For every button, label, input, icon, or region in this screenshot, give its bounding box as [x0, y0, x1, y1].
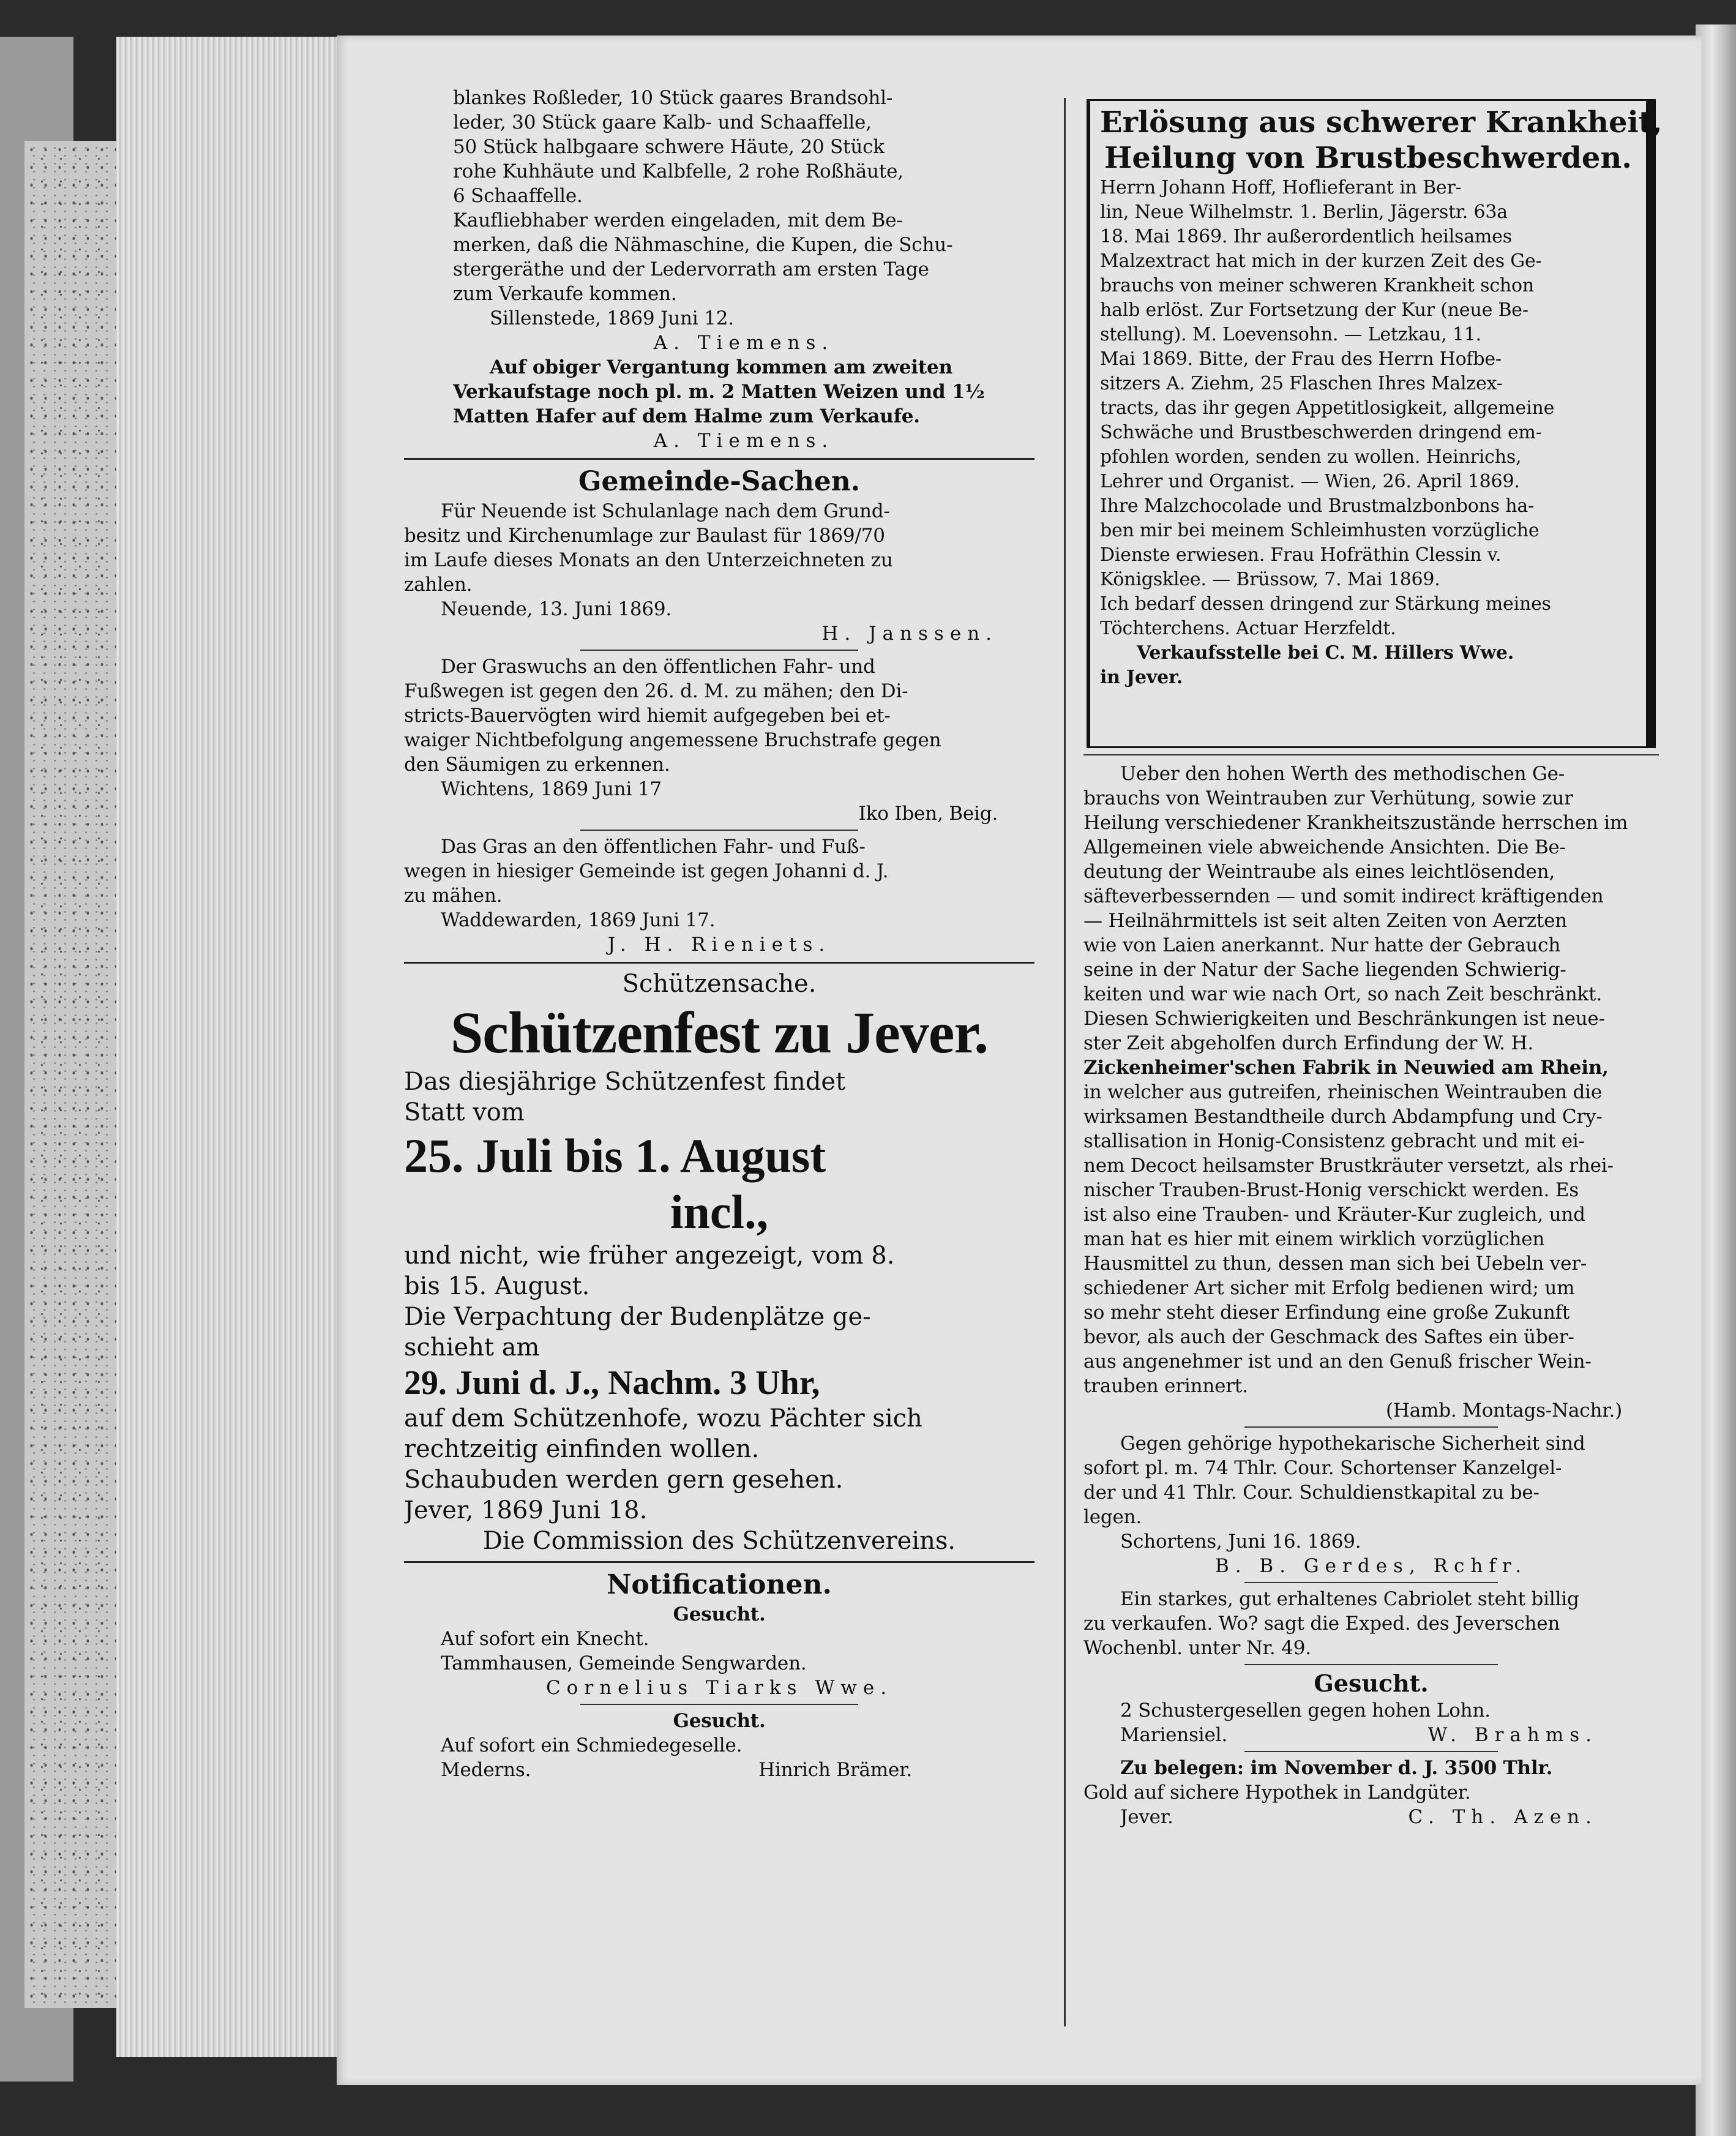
- schuetzen-line: Die Verpachtung der Budenplätze ge-: [404, 1303, 871, 1331]
- wein-line: nischer Trauben-Brust-Honig verschickt werden. Es: [1083, 1179, 1579, 1201]
- auction-line: merken, daß die Nähmaschine, die Kupen, die Schu-: [453, 234, 953, 256]
- graswuchs-line: Fußwegen ist gegen den 26. d. M. zu mähen; den Di-: [404, 680, 908, 702]
- schuetzen-line: rechtzeitig einfinden wollen.: [404, 1435, 760, 1463]
- marbled-endpaper: [24, 141, 132, 2008]
- notice-divider: [1244, 1664, 1498, 1665]
- schuster-line: 2 Schustergesellen gegen hohen Lohn.: [1120, 1699, 1491, 1722]
- cabriolet-line: Wochenbl. unter Nr. 49.: [1083, 1637, 1311, 1659]
- malzextract-title: Erlösung aus schwerer Krankheit,: [1100, 105, 1663, 140]
- notice-divider: [1244, 1426, 1498, 1428]
- wein-line: so mehr steht dieser Erfindung eine große Zukunft: [1083, 1302, 1570, 1324]
- wein-line: Ueber den hohen Werth des methodischen Ge-: [1120, 763, 1565, 785]
- wein-line: bevor, als auch der Geschmack des Saftes ein über-: [1083, 1326, 1574, 1348]
- notificationen-heading: Notificationen.: [607, 1569, 832, 1600]
- section-divider: [404, 962, 1034, 964]
- malzextract-line: pfohlen worden, senden zu wollen. Heinrichs,: [1100, 446, 1522, 468]
- auction-signer: A. Tiemens.: [653, 332, 834, 354]
- neuende-line: im Laufe dieses Monats an den Unterzeichneten zu: [404, 549, 893, 571]
- auction-note-signer: A. Tiemens.: [653, 430, 834, 452]
- gras-notice: [404, 834, 1034, 957]
- belegen-line: Gold auf sichere Hypothek in Landgüter.: [1083, 1782, 1471, 1804]
- wein-line: ist also eine Trauben- und Kräuter-Kur zugleich, und: [1083, 1204, 1585, 1226]
- left-column: [404, 86, 1034, 1782]
- auction-line: 6 Schaaffelle.: [453, 185, 583, 207]
- page-stack-edge: [116, 37, 343, 2057]
- malzextract-footer: Verkaufsstelle bei C. M. Hillers Wwe.: [1137, 642, 1514, 664]
- schuster-place: Mariensiel.: [1120, 1724, 1228, 1746]
- belegen-place: Jever.: [1120, 1806, 1173, 1828]
- malzextract-line: tracts, das ihr gegen Appetitlosigkeit, allgemeine: [1100, 397, 1555, 419]
- auction-note-line: Matten Hafer auf dem Halme zum Verkaufe.: [453, 405, 920, 427]
- schuetzen-incl: incl.,: [670, 1185, 769, 1239]
- hypothek-line: der und 41 Thlr. Cour. Schuldienstkapital zu be-: [1083, 1482, 1540, 1504]
- schuster-signature-row: [1083, 1723, 1659, 1747]
- malzextract-line: Dienste erwiesen. Frau Hofräthin Clessin v.: [1100, 544, 1502, 566]
- schuetzen-line: Das diesjährige Schützenfest findet: [404, 1068, 846, 1096]
- notice-divider: [1244, 1751, 1498, 1752]
- malzextract-line: Malzextract hat mich in der kurzen Zeit des Ge-: [1100, 250, 1542, 272]
- neuende-line: zahlen.: [404, 574, 473, 596]
- schmied-line: Auf sofort ein Schmiedegeselle.: [441, 1734, 743, 1756]
- schuster-signer: W. Brahms.: [1427, 1724, 1598, 1746]
- wein-line: seine in der Natur der Sache liegenden Schwierig-: [1083, 959, 1566, 981]
- wein-source: (Hamb. Montags-Nachr.): [1386, 1400, 1622, 1422]
- auction-line: leder, 30 Stück gaare Kalb- und Schaaffelle,: [453, 111, 872, 133]
- malzextract-ad: [1087, 99, 1663, 748]
- graswuchs-line: Der Graswuchs an den öffentlichen Fahr- und: [441, 656, 875, 678]
- malzextract-line: Schwäche und Brustbeschwerden dringend em-: [1100, 422, 1542, 443]
- gras-date: Waddewarden, 1869 Juni 17.: [441, 909, 716, 931]
- wein-line: Heilung verschiedener Krankheitszustände herrschen im: [1083, 812, 1628, 834]
- auction-line: rohe Kuhhäute und Kalbfelle, 2 rohe Roßhäute,: [453, 160, 904, 182]
- malzextract-line: Königsklee. — Brüssow, 7. Mai 1869.: [1100, 569, 1440, 590]
- gras-line: Das Gras an den öffentlichen Fahr- und Fuß-: [441, 836, 866, 858]
- graswuchs-date: Wichtens, 1869 Juni 17: [441, 778, 662, 800]
- wein-line: Hausmittel zu thun, dessen man sich bei Uebeln ver-: [1083, 1253, 1587, 1275]
- knecht-signer: Cornelius Tiarks Wwe.: [545, 1677, 893, 1699]
- malzextract-line: Ihre Malzchocolade und Brustmalzbonbons ha-: [1100, 495, 1534, 517]
- wein-line: Zickenheimer'schen Fabrik in Neuwied am Rhein,: [1083, 1057, 1609, 1079]
- malzextract-line: 18. Mai 1869. Ihr außerordentlich heilsames: [1100, 226, 1512, 247]
- malzextract-line: Mai 1869. Bitte, der Frau des Herrn Hofbe-: [1100, 348, 1502, 370]
- schuetzen-line: bis 15. August.: [404, 1272, 590, 1300]
- wein-line: keiten und war wie nach Ort, so nach Zeit beschränkt.: [1083, 983, 1603, 1005]
- hypothek-date: Schortens, Juni 16. 1869.: [1120, 1531, 1361, 1553]
- wein-line: nem Decoct heilsamster Brustkräuter versetzt, als rhei-: [1083, 1155, 1614, 1177]
- auction-line: Kaufliebhaber werden eingeladen, mit dem Be-: [453, 209, 903, 231]
- column-divider: [1064, 98, 1066, 2026]
- wein-line: trauben erinnert.: [1083, 1375, 1248, 1397]
- gras-signer: J. H. Rieniets.: [607, 934, 831, 956]
- belegen-signer: C. Th. Azen.: [1408, 1806, 1598, 1828]
- wein-line: man hat es hier mit einem wirklich vorzüglichen: [1083, 1228, 1545, 1250]
- schuetzenfest-title: Schützenfest zu Jever.: [450, 1000, 989, 1065]
- schuetzen-line: auf dem Schützenhofe, wozu Pächter sich: [404, 1404, 922, 1433]
- malzextract-line: halb erlöst. Zur Fortsetzung der Kur (neue Be-: [1100, 299, 1528, 321]
- auction-note-line: Verkaufstage noch pl. m. 2 Matten Weizen und 1½: [453, 381, 985, 403]
- schuetzen-line: Statt vom: [404, 1098, 525, 1126]
- auction-line: blankes Roßleder, 10 Stück gaares Brandsohl-: [453, 87, 893, 109]
- wein-line: deutung der Weintraube als eines leichtlösenden,: [1083, 861, 1555, 883]
- gemeinde-sachen-heading: Gemeinde-Sachen.: [578, 466, 861, 497]
- wein-line: in welcher aus gutreifen, rheinischen Weintrauben die: [1083, 1081, 1603, 1103]
- section-divider: [404, 458, 1034, 460]
- schuetzen-line: und nicht, wie früher angezeigt, vom 8.: [404, 1242, 895, 1270]
- malzextract-line: brauchs von meiner schweren Krankheit schon: [1100, 275, 1535, 296]
- gesucht-heading: Gesucht.: [673, 1710, 766, 1732]
- belegen-line: Zu belegen: im November d. J. 3500 Thlr.: [1120, 1757, 1553, 1779]
- schmied-signer: Hinrich Brämer.: [758, 1759, 912, 1781]
- notice-divider: [580, 830, 858, 831]
- wein-line: brauchs von Weintrauben zur Verhütung, sowie zur: [1083, 787, 1573, 809]
- graswuchs-line: waiger Nichtbefolgung angemessene Bruchstrafe gegen: [404, 729, 941, 751]
- graswuchs-line: stricts-Bauervögten wird hiemit aufgegeben bei et-: [404, 705, 891, 727]
- neuende-notice: [404, 499, 1034, 646]
- wein-line: wie von Laien anerkannt. Nur hatte der Gebrauch: [1083, 934, 1561, 956]
- gesucht-heading: Gesucht.: [673, 1603, 766, 1625]
- schmied-place: Mederns.: [441, 1759, 531, 1781]
- right-column: [1083, 754, 1659, 1829]
- hypothek-line: legen.: [1083, 1506, 1142, 1528]
- malzextract-line: Ich bedarf dessen dringend zur Stärkung meines: [1100, 593, 1551, 615]
- schuetzensache-label: Schützensache.: [622, 970, 817, 998]
- schuetzen-when: 29. Juni d. J., Nachm. 3 Uhr,: [404, 1364, 820, 1402]
- schuetzenfest-ad: [404, 969, 1034, 1556]
- malzextract-footer: in Jever.: [1100, 667, 1183, 688]
- hypothek-signer: B. B. Gerdes, Rchfr.: [1214, 1555, 1528, 1577]
- wein-line: Diesen Schwierigkeiten und Beschränkungen ist neue-: [1083, 1008, 1605, 1030]
- schmied-signature-row: [404, 1758, 1034, 1782]
- gesucht-heading: Gesucht.: [1314, 1669, 1429, 1697]
- graswuchs-line: den Säumigen zu erkennen.: [404, 754, 670, 776]
- gras-line: zu mähen.: [404, 885, 503, 907]
- malzextract-line: lin, Neue Wilhelmstr. 1. Berlin, Jägerstr. 63a: [1100, 201, 1508, 223]
- auction-place-date: Sillenstede, 1869 Juni 12.: [490, 307, 734, 329]
- cabriolet-line: zu verkaufen. Wo? sagt die Exped. des Jeverschen: [1083, 1613, 1560, 1635]
- schuetzen-line: Schaubuden werden gern gesehen.: [404, 1466, 844, 1494]
- malzextract-line: Herrn Johann Hoff, Hoflieferant in Ber-: [1100, 177, 1462, 198]
- wein-line: säfteverbessernden — und somit indirect kräftigenden: [1083, 885, 1604, 907]
- wein-line: schiedener Art sicher mit Erfolg bedienen wird; um: [1083, 1277, 1575, 1299]
- wein-line: — Heilnährmittels ist seit alten Zeiten von Aerzten: [1083, 910, 1568, 932]
- notice-divider: [580, 650, 858, 651]
- wein-line: stallisation in Honig-Consistenz gebracht und mit ei-: [1083, 1130, 1585, 1152]
- wein-line: aus angenehmer ist und an den Genuß frischer Wein-: [1083, 1351, 1592, 1373]
- malzextract-line: stellung). M. Loevensohn. — Letzkau, 11.: [1100, 324, 1481, 345]
- malzextract-line: Lehrer und Organist. — Wien, 26. April 1869.: [1100, 471, 1520, 492]
- auction-line: 50 Stück halbgaare schwere Häute, 20 Stück: [453, 136, 885, 158]
- schuetzen-line: schieht am: [404, 1333, 540, 1362]
- knecht-place: Tammhausen, Gemeinde Sengwarden.: [441, 1652, 807, 1674]
- auction-line: zum Verkaufe kommen.: [453, 283, 677, 305]
- belegen-signature-row: [1083, 1805, 1659, 1829]
- neuende-line: Für Neuende ist Schulanlage nach dem Grund-: [441, 500, 890, 522]
- malzextract-line: sitzers A. Ziehm, 25 Flaschen Ihres Malzex-: [1100, 373, 1503, 394]
- auction-line: stergeräthe und der Ledervorrath am ersten Tage: [453, 258, 929, 280]
- malzextract-line: Töchterchens. Actuar Herzfeldt.: [1100, 618, 1396, 639]
- neuende-signer: H. Janssen.: [821, 623, 998, 645]
- notice-divider: [580, 1704, 858, 1705]
- neuende-line: besitz und Kirchenumlage zur Baulast für 1869/70: [404, 525, 885, 547]
- hypothek-line: sofort pl. m. 74 Thlr. Cour. Schortenser Kanzelgel-: [1083, 1457, 1562, 1479]
- wein-line: Allgemeinen viele abweichende Ansichten. Die Be-: [1083, 836, 1566, 858]
- schuetzen-signer: Die Commission des Schützenvereins.: [482, 1527, 956, 1555]
- wein-line: wirksamen Bestandtheile durch Abdampfung und Cry-: [1083, 1106, 1603, 1128]
- hypothek-line: Gegen gehörige hypothekarische Sicherheit sind: [1120, 1433, 1585, 1455]
- schuetzen-dates: 25. Juli bis 1. August: [404, 1129, 826, 1182]
- graswuchs-signer: Iko Iben, Beig.: [858, 803, 998, 825]
- auction-note-line: Auf obiger Vergantung kommen am zweiten: [490, 356, 952, 378]
- graswuchs-notice: [404, 654, 1034, 826]
- wein-line: ster Zeit abgeholfen durch Erfindung der W. H.: [1083, 1032, 1533, 1054]
- gras-line: wegen in hiesiger Gemeinde ist gegen Johanni d. J.: [404, 860, 889, 882]
- cabriolet-line: Ein starkes, gut erhaltenes Cabriolet steht billig: [1120, 1588, 1579, 1610]
- section-divider: [404, 1561, 1034, 1563]
- notice-divider: [1244, 1582, 1498, 1583]
- malzextract-subtitle: Heilung von Brustbeschwerden.: [1104, 141, 1632, 175]
- neuende-date: Neuende, 13. Juni 1869.: [441, 598, 672, 620]
- notice-divider: [1083, 754, 1659, 755]
- knecht-line: Auf sofort ein Knecht.: [441, 1628, 649, 1650]
- auction-notice: [404, 86, 1034, 453]
- schuetzen-date: Jever, 1869 Juni 18.: [404, 1496, 648, 1524]
- malzextract-line: ben mir bei meinem Schleimhusten vorzügliche: [1100, 520, 1540, 541]
